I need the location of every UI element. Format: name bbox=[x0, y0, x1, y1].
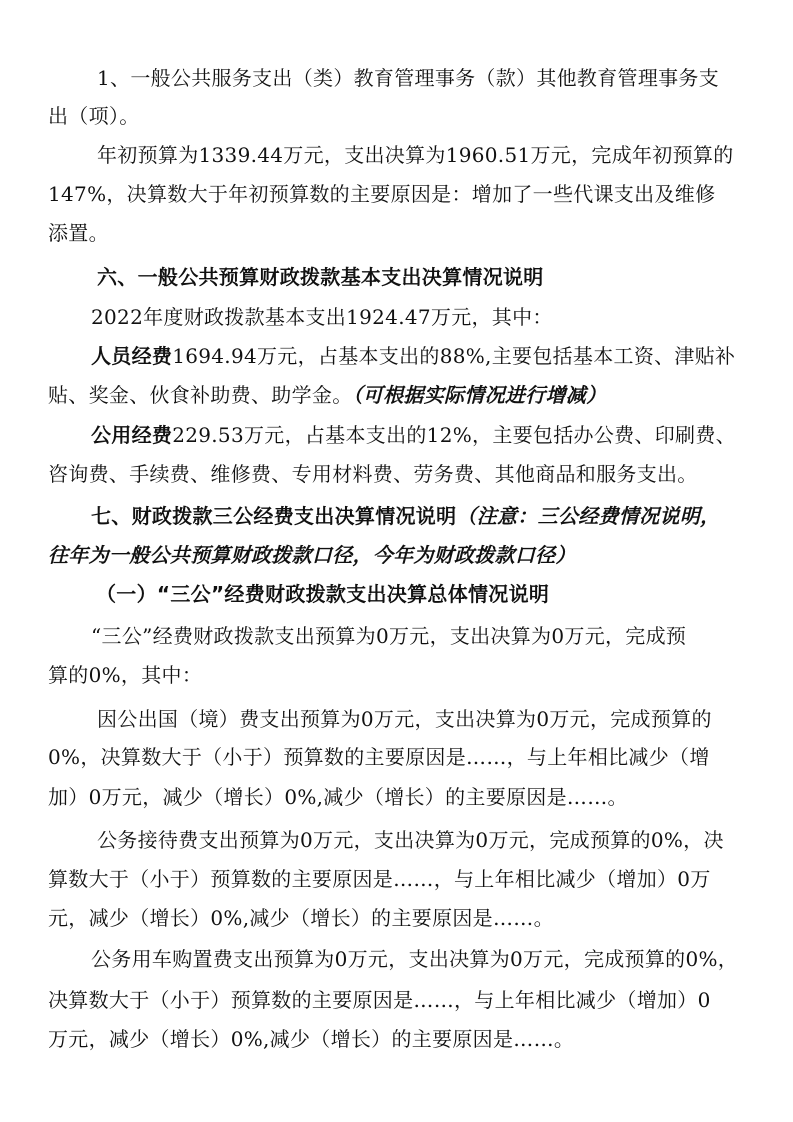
section6-heading: 六、一般公共预算财政拨款基本支出决算情况说明 bbox=[97, 265, 544, 289]
personnel-text1: 1694.94万元，占基本支出的88%,主要包括基本工资、津贴补 bbox=[172, 344, 736, 368]
sub1-line1: “三公”经费财政拨款支出预算为0万元，支出决算为0万元，完成预 bbox=[91, 624, 687, 648]
p1-line1: 1、一般公共服务支出（类）教育管理事务（款）其他教育管理事务支 bbox=[97, 66, 720, 90]
personnel-line1 bbox=[91, 342, 735, 370]
abroad-line2: 0%，决算数大于（小于）预算数的主要原因是……，与上年相比减少（增 bbox=[48, 745, 710, 769]
vehicle-line3: 万元，减少（增长）0%,减少（增长）的主要原因是……。 bbox=[48, 1027, 575, 1051]
public-line1 bbox=[91, 421, 736, 449]
reception-line2: 算数大于（小于）预算数的主要原因是……，与上年相比减少（增加）0万 bbox=[48, 867, 711, 891]
sub1-heading: （一）“三公”经费财政拨款支出决算总体情况说明 bbox=[96, 582, 550, 606]
public-line2: 咨询费、手续费、维修费、专用材料费、劳务费、其他商品和服务支出。 bbox=[48, 462, 698, 486]
abroad-line1: 因公出国（境）费支出预算为0万元，支出决算为0万元，完成预算的 bbox=[97, 707, 712, 731]
vehicle-line2: 决算数大于（小于）预算数的主要原因是……，与上年相比减少（增加）0 bbox=[48, 988, 711, 1012]
personnel-line2 bbox=[48, 381, 606, 409]
p2-line1: 年初预算为1339.44万元，支出决算为1960.51万元，完成年初预算的 bbox=[97, 143, 734, 167]
p2-line3: 添置。 bbox=[48, 221, 109, 245]
p2-line2: 147%，决算数大于年初预算数的主要原因是：增加了一些代课支出及维修 bbox=[48, 182, 716, 206]
personnel-label: 人员经费 bbox=[91, 344, 173, 368]
section6-summary: 2022年度财政拨款基本支出1924.47万元，其中： bbox=[91, 305, 553, 329]
p1-line2: 出（项）。 bbox=[48, 104, 140, 128]
vehicle-line1: 公务用车购置费支出预算为0万元，支出决算为0万元，完成预算的0%， bbox=[91, 947, 739, 971]
sub1-line2: 算的0%，其中： bbox=[48, 663, 203, 687]
section7-note1: （注意：三公经费情况说明， bbox=[456, 504, 721, 528]
public-label: 公用经费 bbox=[91, 423, 173, 447]
personnel-note: （可根据实际情况进行增减） bbox=[352, 383, 607, 407]
personnel-text2: 贴、奖金、伙食补助费、助学金。 bbox=[48, 383, 353, 407]
reception-line1: 公务接待费支出预算为0万元，支出决算为0万元，完成预算的0%，决 bbox=[97, 828, 724, 852]
section7-line1 bbox=[91, 502, 720, 530]
reception-line3: 元，减少（增长）0%,减少（增长）的主要原因是……。 bbox=[48, 906, 554, 930]
abroad-line3: 加）0万元，减少（增长）0%,减少（增长）的主要原因是……。 bbox=[48, 785, 628, 809]
section7-heading: 七、财政拨款三公经费支出决算情况说明 bbox=[91, 504, 457, 528]
public-text1: 229.53万元，占基本支出的12%，主要包括办公费、印刷费、 bbox=[172, 423, 736, 447]
section7-note2: 往年为一般公共预算财政拨款口径，今年为财政拨款口径） bbox=[48, 543, 576, 567]
